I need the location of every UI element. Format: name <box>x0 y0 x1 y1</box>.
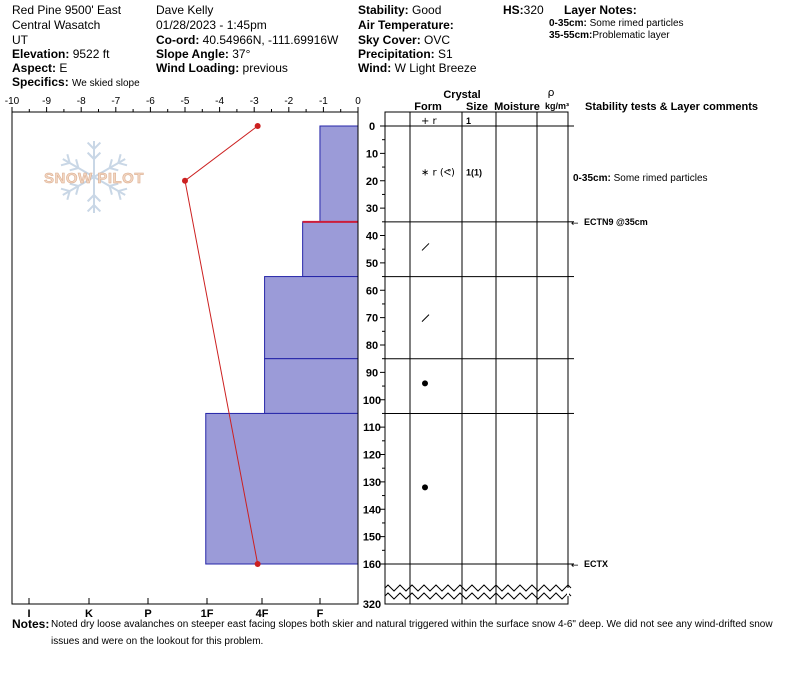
aspect-value: E <box>59 61 68 75</box>
temp-tick-label: -6 <box>145 96 155 107</box>
decomposing-grain-icon <box>422 243 429 250</box>
hardness-layer <box>206 413 358 564</box>
hardness-layer <box>265 359 358 414</box>
depth-tick-label: 140 <box>362 504 382 517</box>
layer-comment: 0-35cm: Some rimed particles <box>573 173 708 185</box>
layer-note-1: 0-35cm: Some rimed particles <box>549 18 684 29</box>
rounded-grain-icon <box>422 380 428 386</box>
depth-tick-label: 80 <box>365 340 379 352</box>
specifics-row: Specifics: We skied slope <box>12 75 140 89</box>
depth-tick-label: 100 <box>362 394 382 407</box>
hs-row: HS:320 <box>503 3 544 17</box>
crystal-size: 1 <box>466 116 472 126</box>
hardness-tick-label: P <box>144 608 152 620</box>
layer-notes-title: Layer Notes: <box>564 3 637 17</box>
hardness-tick-label: K <box>85 608 93 620</box>
depth-bottom-label: 320 <box>362 599 382 611</box>
crystal-table-frame <box>385 112 568 604</box>
depth-tick-label: 20 <box>365 175 379 188</box>
stability-value: Good <box>412 3 442 17</box>
depth-tick-label: 150 <box>362 531 382 544</box>
depth-break-zigzag <box>385 585 571 591</box>
temp-tick-label: -1 <box>318 96 328 107</box>
slope-value: 37° <box>232 47 251 61</box>
temp-tick-label: -3 <box>249 96 259 107</box>
watermark-text: SNOW PILOT <box>44 170 144 187</box>
depth-tick-label: 10 <box>365 148 379 161</box>
stability-header: Stability tests & Layer comments <box>585 101 759 113</box>
density-symbol: ρ <box>547 86 555 99</box>
wind-value: W Light Breeze <box>394 61 477 75</box>
crystal-header: Crystal <box>443 89 481 101</box>
temp-tick-label: 0 <box>355 96 361 107</box>
temp-tick-label: -9 <box>42 96 52 107</box>
depth-tick-label: 90 <box>365 367 379 380</box>
temp-tick-label: -2 <box>284 96 294 107</box>
hs-value: 320 <box>523 3 544 17</box>
temp-tick-label: -5 <box>180 96 190 107</box>
aspect-row: Aspect: E <box>12 61 68 75</box>
depth-tick-label: 0 <box>368 121 376 133</box>
depth-tick-label: 50 <box>365 257 379 270</box>
decomposing-grain-icon <box>422 315 429 322</box>
form-header: Form <box>414 101 442 113</box>
coord-row: Co-ord: 40.54966N, -111.69916W <box>156 33 339 47</box>
air-temp-label: Air Temperature: <box>358 18 454 32</box>
depth-tick-label: 70 <box>365 312 379 325</box>
hardness-tick-label: F <box>316 608 324 620</box>
stability-test-label: ECTN9 @35cm <box>584 216 648 227</box>
temp-tick-label: -8 <box>76 96 86 107</box>
depth-tick-label: 40 <box>365 230 379 243</box>
stability-row: Stability: Good <box>358 3 442 17</box>
state-name: UT <box>12 33 28 47</box>
depth-tick-label: 30 <box>365 203 379 216</box>
location-name: Red Pine 9500' East <box>12 3 122 17</box>
depth-break-zigzag <box>385 593 571 599</box>
observation-datetime: 01/28/2023 - 1:45pm <box>156 18 267 32</box>
temp-tick-label: -4 <box>215 96 225 107</box>
sky-value: OVC <box>424 33 451 47</box>
notes-label: Notes: <box>12 617 50 631</box>
hardness-layer <box>303 222 358 277</box>
hardness-tick-label: 1F <box>200 608 214 620</box>
wind-loading-row: Wind Loading: previous <box>156 61 288 75</box>
hardness-layer <box>320 126 358 222</box>
stability-test-label: ECTX <box>584 559 609 569</box>
precip-row: Precipitation: S1 <box>358 47 453 61</box>
elevation-value: 9522 ft <box>72 47 110 61</box>
range-name: Central Wasatch <box>12 18 101 32</box>
crystal-form-symbol: ∗ r (ᕙ) <box>421 167 455 179</box>
slope-row: Slope Angle: 37° <box>156 47 251 61</box>
crystal-size: 1(1) <box>466 167 483 178</box>
moisture-header: Moisture <box>494 101 540 113</box>
crystal-form-symbol: + r <box>421 116 437 127</box>
precip-value: S1 <box>438 47 453 61</box>
stability-arrow-icon: ← <box>571 561 579 571</box>
specifics-value: We skied slope <box>72 78 140 89</box>
temperature-point <box>255 123 261 129</box>
temp-tick-label: -7 <box>111 96 121 107</box>
size-header: Size <box>465 101 489 113</box>
coord-value: 40.54966N, -111.69916W <box>202 33 339 47</box>
notes-section <box>12 616 792 647</box>
hardness-tick-label: I <box>27 608 31 620</box>
stability-arrow-icon: ← <box>571 218 579 229</box>
layer-note-2: 35-55cm:Problematic layer <box>549 30 670 41</box>
depth-tick-label: 60 <box>365 285 379 298</box>
depth-tick-label: 130 <box>362 476 382 489</box>
depth-tick-label: 120 <box>362 449 382 462</box>
temperature-point <box>182 178 188 184</box>
temperature-point <box>255 561 261 567</box>
depth-tick-label: 110 <box>363 422 381 435</box>
elevation-row: Elevation: 9522 ft <box>12 47 110 61</box>
temp-tick-label: -10 <box>4 96 20 107</box>
notes-text: Noted dry loose avalanches on steeper east facing slopes both skier and natural triggered within the surface snow 4-6" deep. We did not see any wind-drifted snow issues and were on the lookout for this problem. <box>51 619 773 647</box>
wind-row: Wind: W Light Breeze <box>358 61 477 75</box>
observer-name: Dave Kelly <box>156 3 214 17</box>
density-unit: kg/m³ <box>544 101 570 111</box>
wind-loading-value: previous <box>242 61 288 75</box>
sky-row: Sky Cover: OVC <box>358 33 451 47</box>
hardness-tick-label: 4F <box>255 608 269 620</box>
hardness-layer <box>265 277 358 359</box>
snowpilot-watermark <box>44 141 144 213</box>
depth-tick-label: 160 <box>362 559 382 571</box>
rounded-grain-icon <box>422 484 428 490</box>
